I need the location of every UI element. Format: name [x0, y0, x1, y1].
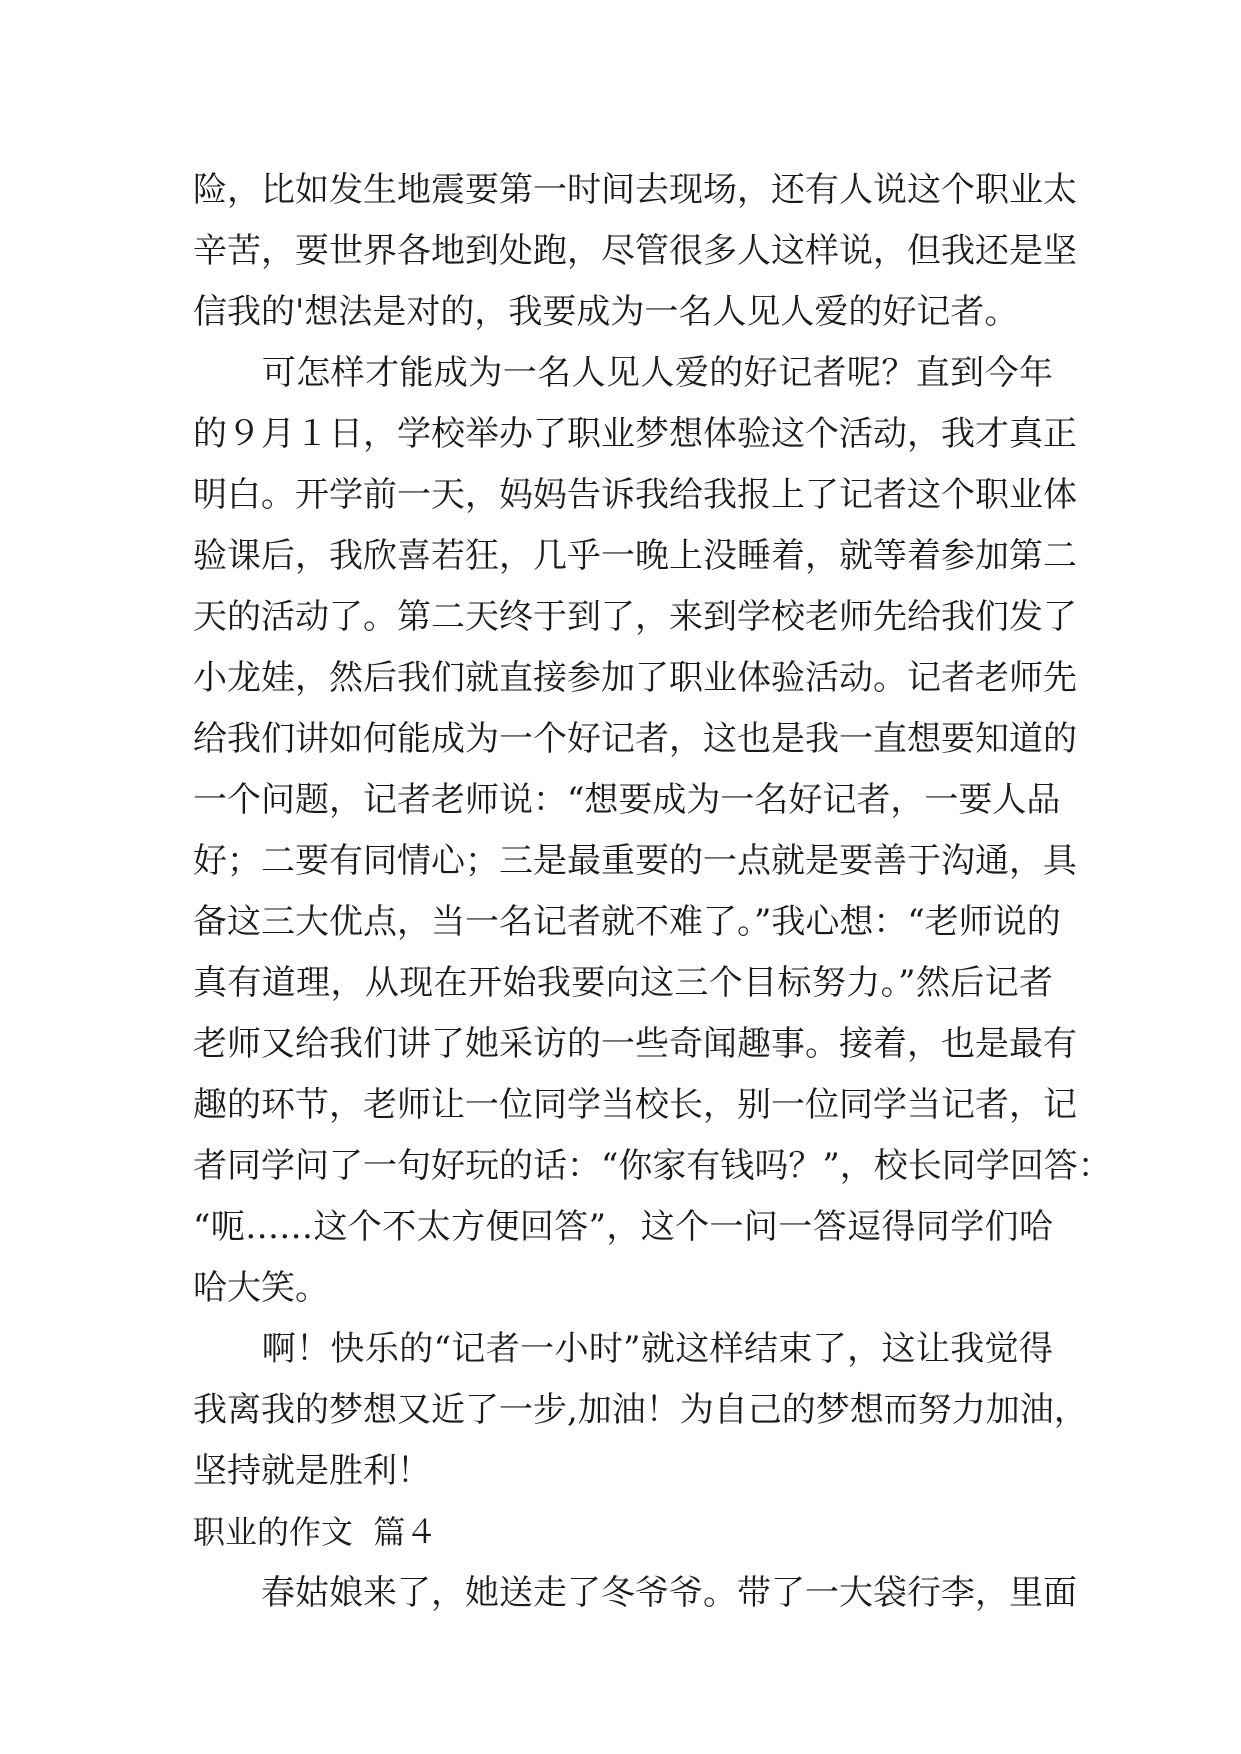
text-line: 备这三大优点，当一名记者就不难了。”我心想：“老师说的: [193, 902, 1061, 942]
text-line: 辛苦，要世界各地到处跑，尽管很多人这样说，但我还是坚: [193, 231, 1077, 271]
paragraph-2: [193, 343, 1112, 1319]
text-line: 险，比如发生地震要第一时间去现场，还有人说这个职业太: [193, 170, 1077, 210]
text-line: 明白。开学前一天，妈妈告诉我给我报上了记者这个职业体: [193, 475, 1077, 515]
text-line: 啊！快乐的“记者一小时”就这样结束了，这让我觉得: [193, 1329, 1053, 1369]
text-line: 哈大笑。: [193, 1268, 329, 1308]
text-line: 真有道理，从现在开始我要向这三个目标努力。”然后记者: [193, 963, 1053, 1003]
essay-body: [193, 160, 1112, 1624]
section-heading: 职业的作文 篇４: [193, 1513, 438, 1551]
text-line: 可怎样才能成为一名人见人爱的好记者呢？直到今年: [193, 353, 1053, 393]
text-line: 小龙娃，然后我们就直接参加了职业体验活动。记者老师先: [193, 658, 1077, 698]
text-line: 验课后，我欣喜若狂，几乎一晚上没睡着，就等着参加第二: [193, 536, 1077, 576]
text-line: 春姑娘来了，她送走了冬爷爷。带了一大袋行李，里面: [193, 1573, 1077, 1613]
text-line: 趣的环节，老师让一位同学当校长，别一位同学当记者，记: [193, 1085, 1077, 1125]
text-line: 坚持就是胜利！: [193, 1451, 431, 1491]
text-line: 好；二要有同情心；三是最重要的一点就是要善于沟通，具: [193, 841, 1077, 881]
text-line: 老师又给我们讲了她采访的一些奇闻趣事。接着，也是最有: [193, 1024, 1077, 1064]
text-line: “呃……这个不太方便回答”，这个一问一答逗得同学们哈: [193, 1207, 1053, 1247]
text-line: 信我的'想法是对的，我要成为一名人见人爱的好记者。: [193, 292, 1019, 332]
paragraph-1: [193, 160, 1077, 343]
text-line: 一个问题，记者老师说：“想要成为一名好记者，一要人品: [193, 780, 1061, 820]
text-line: 者同学问了一句好玩的话：“你家有钱吗？”，校长同学回答：: [193, 1146, 1112, 1186]
text-line: 天的活动了。第二天终于到了，来到学校老师先给我们发了: [193, 597, 1077, 637]
paragraph-4: [193, 1563, 1077, 1624]
paragraph-3: [193, 1319, 1088, 1502]
text-line: 我离我的梦想又近了一步,加油！为自己的梦想而努力加油，: [193, 1390, 1088, 1430]
text-line: 给我们讲如何能成为一个好记者，这也是我一直想要知道的: [193, 719, 1077, 759]
text-line: 的９月１日，学校举办了职业梦想体验这个活动，我才真正: [193, 414, 1077, 454]
